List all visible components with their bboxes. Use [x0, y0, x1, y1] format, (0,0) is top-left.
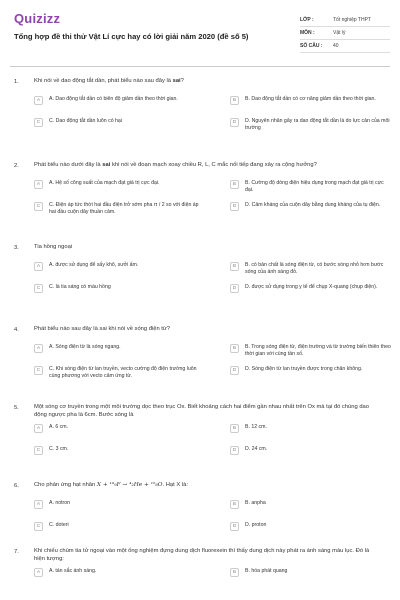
- answer-option-b[interactable]: [230, 568, 392, 590]
- answer-option-a[interactable]: [34, 568, 230, 590]
- meta-value: 40: [333, 43, 339, 49]
- option-text: D. Sóng điện từ lan truyền được trong chân không.: [245, 366, 363, 372]
- option-text: B. Trong sóng điện từ, điện trường và từ trường biến thiên theo thời gian với cùng tần số.: [245, 344, 391, 357]
- option-letter-box[interactable]: D: [230, 446, 239, 455]
- meta-row-class: [300, 14, 390, 27]
- option-text: A. tán sắc ánh sáng.: [49, 568, 97, 575]
- option-text: A. 6 cm.: [49, 424, 69, 431]
- option-text: D. 24 cm.: [245, 446, 268, 453]
- question-list: [0, 78, 400, 598]
- answer-option-b[interactable]: [230, 424, 392, 446]
- option-letter-box[interactable]: A: [34, 344, 43, 353]
- option-letter-box[interactable]: D: [230, 522, 239, 531]
- answer-option-c[interactable]: [34, 366, 230, 388]
- option-text: A. notron: [49, 500, 71, 506]
- meta-row-count: [300, 40, 390, 53]
- option-text: A. được sử dụng để sấy khô, sưởi ấm.: [49, 262, 139, 268]
- option-letter-box[interactable]: D: [230, 118, 239, 127]
- option-letter-box[interactable]: C: [34, 522, 43, 531]
- option-letter-box[interactable]: D: [230, 202, 239, 211]
- option-letter-box[interactable]: A: [34, 96, 43, 105]
- option-text: A. Dao động tắt dần có biên độ giảm dần theo thời gian.: [49, 96, 178, 102]
- answer-option-b[interactable]: [230, 96, 392, 118]
- option-text: B. 12 cm.: [245, 424, 267, 431]
- answer-option-c[interactable]: [34, 202, 230, 224]
- answer-option-c[interactable]: [34, 284, 230, 306]
- option-letter-box[interactable]: A: [34, 500, 43, 509]
- option-text: D. được sử dụng trong y tế để chụp X-quang (chụp điện).: [245, 284, 378, 290]
- question-number: 7.: [14, 549, 19, 555]
- option-text: C. Điện áp tức thời hai đầu điện trở sớm pha π / 2 so với điện áp hai đầu cuộn dây thuần cảm.: [49, 202, 199, 215]
- question-text: Cho phản ứng hạt nhân X + ¹⁹₉F → ⁴₂He + ¹⁶₈O. Hạt X là:: [34, 482, 188, 488]
- question-2: [0, 162, 400, 244]
- option-letter-box[interactable]: C: [34, 366, 43, 375]
- question-7: [0, 548, 400, 598]
- answer-option-d[interactable]: [230, 118, 392, 140]
- question-text: Phát biểu nào sau đây là sai khi nói về sóng điện từ?: [34, 326, 171, 332]
- question-number: 2.: [14, 163, 19, 169]
- answer-option-b[interactable]: [230, 262, 392, 284]
- meta-value: Vật lý: [333, 30, 346, 36]
- option-text: C. Khi sóng điện từ lan truyền, vecto cường độ điện trường luôn cùng phương với vecto cảm ứng từ.: [49, 366, 197, 379]
- answer-option-a[interactable]: [34, 96, 230, 118]
- option-letter-box[interactable]: C: [34, 284, 43, 293]
- question-number: 5.: [14, 405, 19, 411]
- question-text: Phát biểu nào dưới đây là sai khi nói về đoạn mạch xoay chiều R, L, C mắc nối tiếp đang xảy ra cộng hưởng?: [34, 162, 317, 168]
- meta-label: SỐ CÂU :: [300, 43, 323, 49]
- option-text: D. Nguyên nhân gây ra dao động tắt dần là do lực cản của môi trường: [245, 118, 390, 131]
- option-letter-box[interactable]: A: [34, 424, 43, 433]
- option-letter-box[interactable]: B: [230, 424, 239, 433]
- question-5: [0, 404, 400, 482]
- option-text: C. Dao động tắt dần luôn có hại: [49, 118, 122, 124]
- option-text: C. doteri: [49, 522, 69, 528]
- answer-option-d[interactable]: [230, 446, 392, 468]
- option-text: D. proton: [245, 522, 267, 528]
- option-text: A. Sóng điện từ là sóng ngang.: [49, 344, 121, 350]
- option-letter-box[interactable]: B: [230, 180, 239, 189]
- meta-label: LỚP :: [300, 17, 314, 23]
- answer-option-c[interactable]: [34, 446, 230, 468]
- option-letter-box[interactable]: B: [230, 344, 239, 353]
- nuclear-reaction-formula: X + ¹⁹₉F → ⁴₂He + ¹⁶₈O: [96, 482, 163, 488]
- answer-option-d[interactable]: [230, 522, 392, 544]
- answer-option-a[interactable]: [34, 180, 230, 202]
- quizizz-logo: Quizizz: [14, 11, 61, 26]
- option-text: B. có bản chất là sóng điện từ, có bước sóng nhỏ hơn bước sóng của ánh sáng đỏ.: [245, 262, 384, 275]
- answer-option-a[interactable]: [34, 344, 230, 366]
- option-letter-box[interactable]: A: [34, 262, 43, 271]
- page-title: Tổng hợp đề thi thử Vật Lí cực hay có lời giải năm 2020 (đề số 5): [14, 32, 249, 41]
- answer-option-d[interactable]: [230, 366, 392, 388]
- question-number: 4.: [14, 327, 19, 333]
- option-text: C. là tia sáng có màu hồng: [49, 284, 111, 290]
- option-text: B. hóa phát quang: [245, 568, 288, 575]
- answer-option-a[interactable]: [34, 424, 230, 446]
- answer-option-a[interactable]: [34, 262, 230, 284]
- answer-option-b[interactable]: [230, 344, 392, 366]
- option-letter-box[interactable]: C: [34, 118, 43, 127]
- question-number: 6.: [14, 483, 19, 489]
- meta-value: Tốt nghiệp THPT: [333, 17, 371, 23]
- question-text: Một sóng cơ truyền trong một môi trường dọc theo trục Ox. Biết khoảng cách hai điểm gần nhau nhất trên Ox mà tại đó chúng dao động ngược pha là 6cm. Bước sóng là: [34, 404, 370, 418]
- option-letter-box[interactable]: B: [230, 500, 239, 509]
- meta-label: MÔN :: [300, 30, 315, 36]
- option-letter-box[interactable]: B: [230, 96, 239, 105]
- question-4: [0, 326, 400, 404]
- answer-option-d[interactable]: [230, 202, 392, 224]
- answer-option-b[interactable]: [230, 180, 392, 202]
- option-text: B. anpha: [245, 500, 266, 506]
- meta-table: [300, 14, 390, 53]
- answer-option-d[interactable]: [230, 284, 392, 306]
- meta-row-subject: [300, 27, 390, 40]
- header-divider: [10, 66, 390, 67]
- option-letter-box[interactable]: C: [34, 202, 43, 211]
- question-number: 1.: [14, 79, 19, 85]
- option-letter-box[interactable]: A: [34, 568, 43, 577]
- option-text: B. Dao động tắt dần có cơ năng giảm dần theo thời gian.: [245, 96, 376, 102]
- question-6: [0, 482, 400, 548]
- question-text: Tia hồng ngoại: [34, 244, 73, 250]
- question-text: Khi chiếu chùm tia tử ngoại vào một ống nghiệm đựng dung dịch fluorexein thì thấy dung dịch này phát ra ánh sáng màu lục. Đó là hiện tượng:: [34, 548, 370, 562]
- option-text: C. 3 cm.: [49, 446, 69, 453]
- option-letter-box[interactable]: D: [230, 366, 239, 375]
- option-letter-box[interactable]: C: [34, 446, 43, 455]
- question-3: [0, 244, 400, 326]
- answer-option-a[interactable]: [34, 500, 230, 522]
- answer-option-b[interactable]: [230, 500, 392, 522]
- option-letter-box[interactable]: D: [230, 284, 239, 293]
- option-text: A. Hệ số công suất của mạch đạt giá trị cực đại.: [49, 180, 160, 186]
- answer-option-c[interactable]: [34, 118, 230, 140]
- option-letter-box[interactable]: A: [34, 180, 43, 189]
- option-text: B. Cường độ dòng điện hiệu dụng trong mạch đạt giá trị cực đại.: [245, 180, 384, 193]
- answer-option-c[interactable]: [34, 522, 230, 544]
- question-number: 3.: [14, 245, 19, 251]
- option-letter-box[interactable]: B: [230, 568, 239, 577]
- worksheet-header: [0, 0, 400, 62]
- question-1: [0, 78, 400, 162]
- option-letter-box[interactable]: B: [230, 262, 239, 271]
- option-text: D. Cảm kháng của cuộn dây bằng dung kháng của tụ điện.: [245, 202, 381, 208]
- question-text: Khi nói về dao động tắt dần, phát biểu nào sau đây là sai?: [34, 78, 184, 84]
